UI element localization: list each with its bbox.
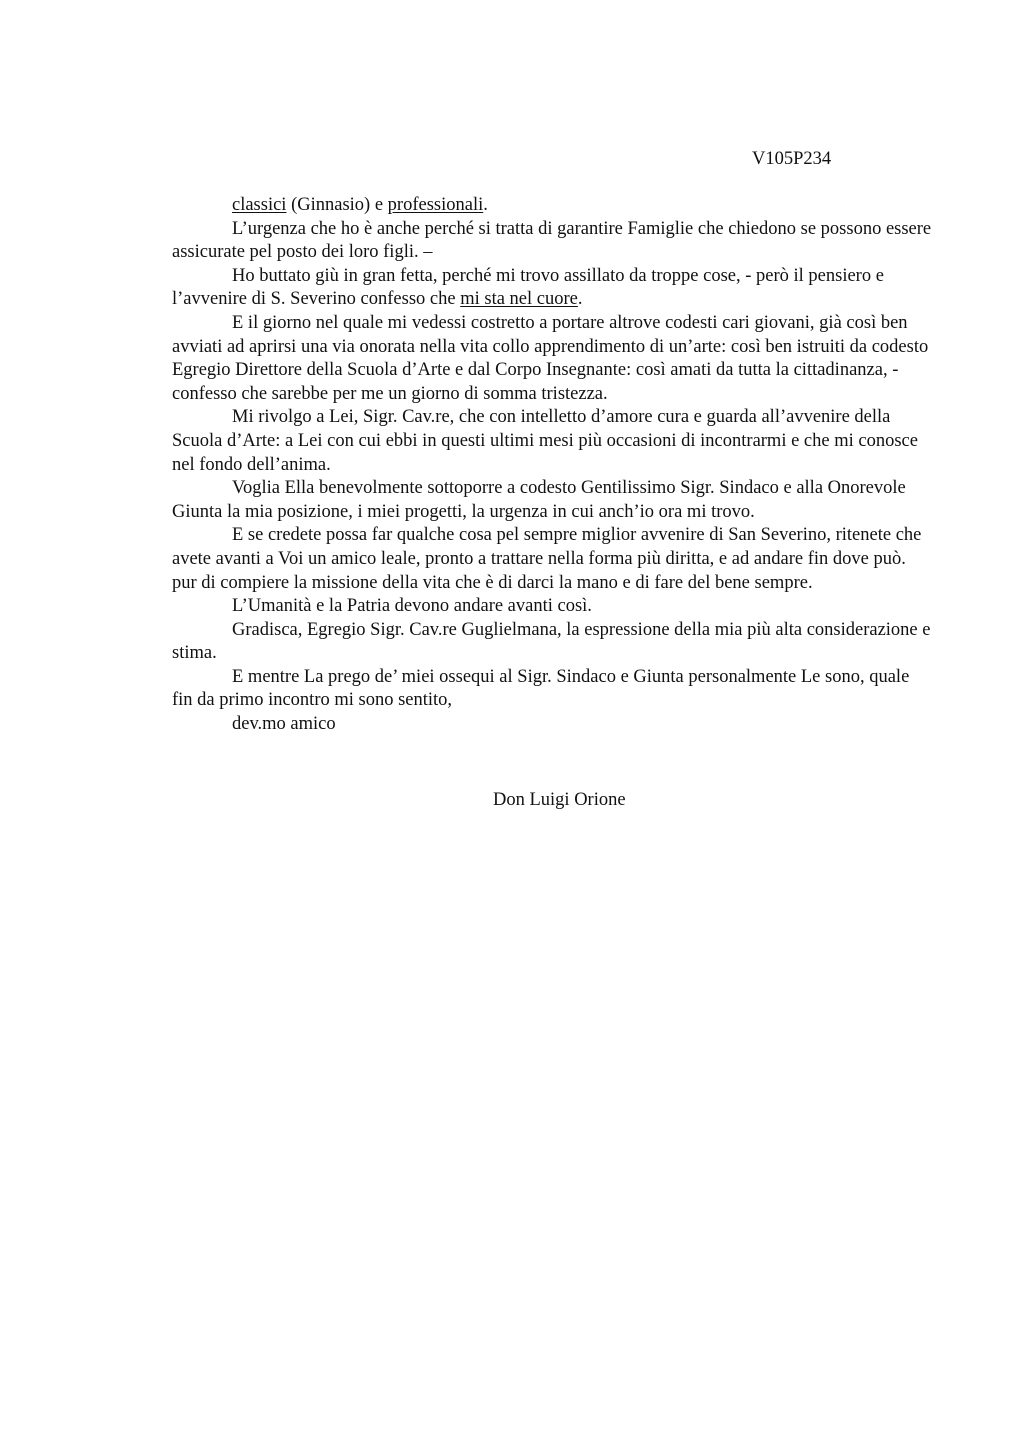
- letter-paragraph: [172, 218, 932, 265]
- paragraph-text: dev.mo amico: [232, 714, 336, 735]
- paragraph-text: (Ginnasio) e: [286, 195, 388, 215]
- paragraph-text: L’Umanità e la Patria devono andare avanti così.: [232, 596, 592, 617]
- letter-paragraph: [172, 713, 932, 737]
- paragraph-text: Mi rivolgo a Lei, Sigr. Cav.re, che con intelletto d’amore cura e guarda all’avvenire della Scuola d’Arte: a Lei con cui ebbi in questi ultimi mesi più occasioni di incontrarmi e che mi conosce nel fondo dell’anima.: [172, 407, 918, 475]
- paragraph-text: L’urgenza che ho è anche perché si tratta di garantire Famiglie che chiedono se possono essere assicurate pel posto dei loro figli. –: [172, 218, 932, 263]
- letter-paragraph: [172, 524, 932, 595]
- letter-paragraph: [172, 194, 932, 218]
- letter-paragraph: [172, 477, 932, 524]
- paragraph-text: E mentre La prego de’ miei ossequi al Sigr. Sindaco e Giunta personalmente Le sono, quale fin da primo incontro mi sono sentito,: [172, 666, 910, 711]
- letter-paragraph: [172, 595, 932, 619]
- letter-paragraph: [172, 666, 932, 713]
- letter-paragraph: [172, 265, 932, 312]
- letter-paragraph: [172, 619, 932, 666]
- letter-paragraph: [172, 406, 932, 477]
- letter-paragraph: [172, 312, 932, 406]
- underlined-text: mi sta nel cuore: [460, 289, 578, 310]
- paragraph-text: Ho buttato giù in gran fetta, perché mi trovo assillato da troppe cose, - però il pensiero e l’avvenire di S. Severino confesso che: [172, 265, 884, 310]
- letter-body: [172, 194, 932, 737]
- paragraph-text: .: [577, 289, 583, 310]
- paragraph-text: E se credete possa far qualche cosa pel sempre miglior avvenire di San Severino, ritenete che avete avanti a Voi un amico leale, pronto a trattare nella forma più diritta, e ad andare fin dove può. pur di compiere la missione della vita che è di darci la mano e di fare del bene sempre.: [172, 525, 922, 593]
- underlined-text: professionali: [387, 195, 484, 215]
- page-reference: V105P234: [752, 149, 832, 169]
- paragraph-text: Gradisca, Egregio Sigr. Cav.re Guglielmana, la espressione della mia più alta considerazione e stima.: [172, 619, 931, 664]
- underlined-text: classici: [232, 195, 287, 215]
- paragraph-text: .: [483, 195, 488, 215]
- paragraph-text: E il giorno nel quale mi vedessi costretto a portare altrove codesti cari giovani, già così ben avviati ad aprirsi una via onorata nella vita collo apprendimento di un’arte: così ben istruiti da codesto Egregio Direttore della Scuola d’Arte e dal Corpo Insegnante: così amati da tutta la cittadinanza, - confesso che sarebbe per me un giorno di somma tristezza.: [172, 312, 929, 404]
- paragraph-text: Voglia Ella benevolmente sottoporre a codesto Gentilissimo Sigr. Sindaco e alla Onorevole Giunta la mia posizione, i miei progetti, la urgenza in cui anch’io ora mi trovo.: [172, 478, 906, 522]
- signature: Don Luigi Orione: [493, 790, 626, 810]
